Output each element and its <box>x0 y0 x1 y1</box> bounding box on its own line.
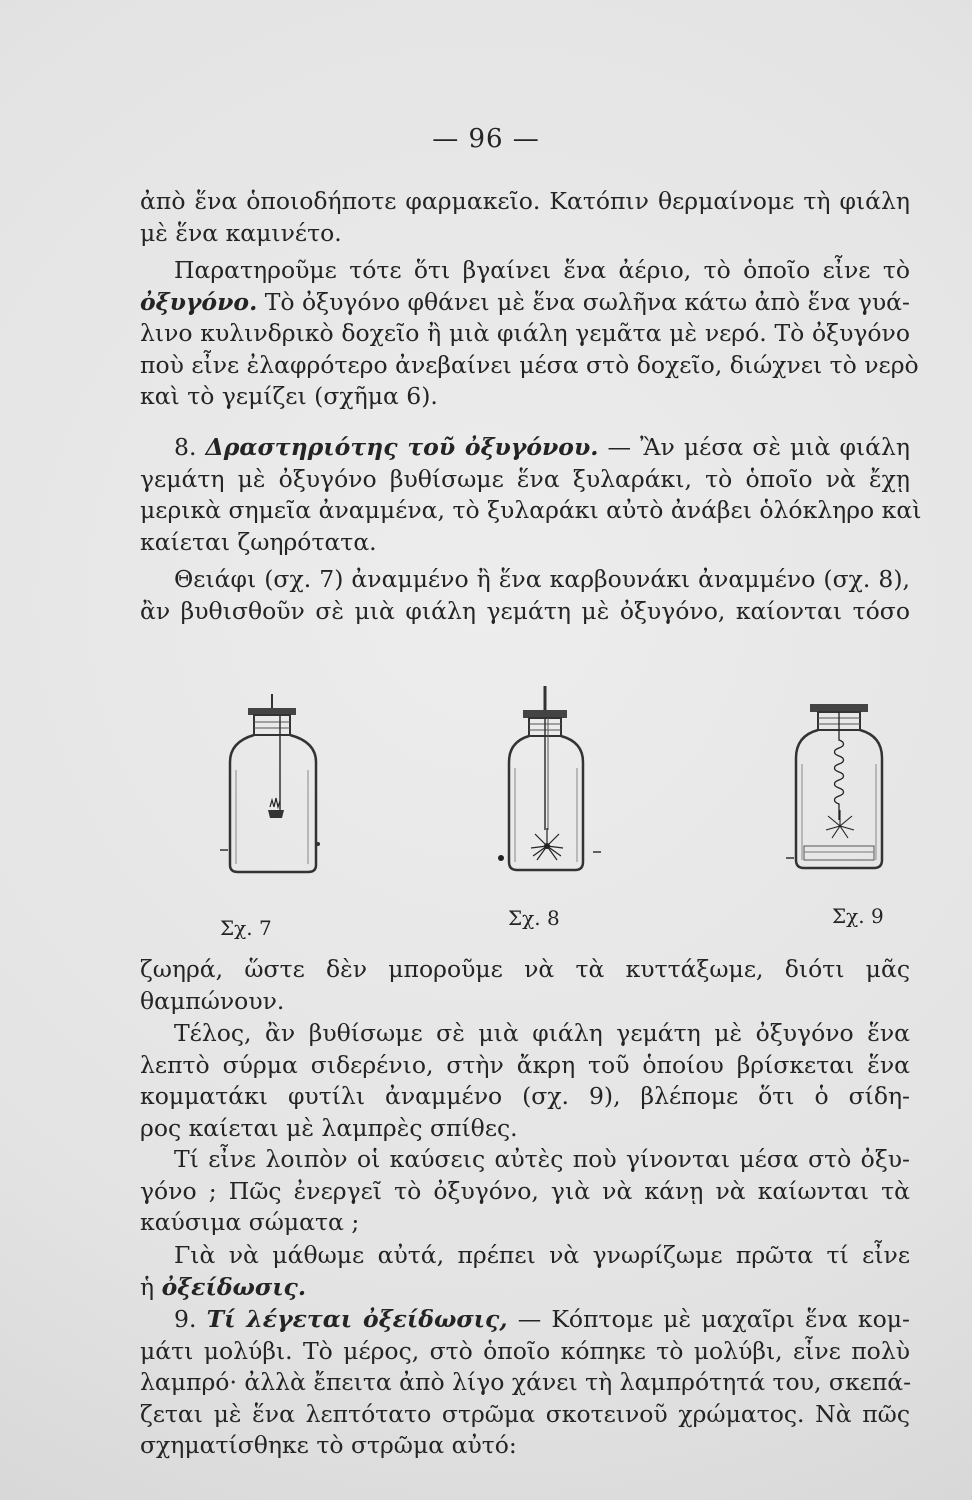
text-line: γεμάτη μὲ ὀξυγόνο βυθίσωμε ἕνα ξυλαράκι, τὸ ὁποῖο νὰ ἔχῃ <box>140 464 910 493</box>
term-oxygen: ὀξυγόνο. <box>140 287 258 316</box>
figure-8 <box>475 680 655 940</box>
text-line <box>140 287 910 319</box>
bottle-charcoal-illustration <box>475 680 655 910</box>
paragraph-top <box>140 186 910 249</box>
section-8 <box>140 432 922 558</box>
text-line: καίεται ζωηρότατα. <box>140 527 377 556</box>
section-heading-line <box>140 432 910 464</box>
paragraph-sulfur <box>140 564 910 627</box>
text-line: ζωηρά, ὥστε δὲν μποροῦμε νὰ τὰ κυττάξωμε, διότι μᾶς <box>140 955 910 983</box>
figure-caption: Σχ. 8 <box>508 906 560 930</box>
text-line: ρος καίεται μὲ λαμπρὲς σπίθες. <box>140 1113 518 1142</box>
text-line: ποὺ εἶνε ἐλαφρότερο ἀνεβαίνει μέσα στὸ δοχεῖο, διώχνει τὸ νερὸ <box>140 350 919 379</box>
paragraph-bright <box>140 954 910 1017</box>
figure-caption: Σχ. 7 <box>220 916 272 940</box>
text-line: καὶ τὸ γεμίζει (σχῆμα 6). <box>140 382 438 410</box>
text-line: λαμπρό· ἀλλὰ ἔπειτα ἀπὸ λίγο χάνει τὴ λαμπρότητά του, σκεπά- <box>140 1368 912 1396</box>
text-line: μερικὰ σημεῖα ἀναμμένα, τὸ ξυλαράκι αὐτὸ ἀνάβει ὁλόκληρο καὶ <box>140 496 922 524</box>
text-line: ἂν βυθισθοῦν σὲ μιὰ φιάλη γεμάτη μὲ ὀξυγόνο, καίονται τόσο <box>140 596 910 625</box>
section-title: Δραστηριότης τοῦ ὀξυγόνου. <box>205 433 599 461</box>
text-line: θαμπώνουν. <box>140 986 285 1015</box>
section-9 <box>140 1304 910 1462</box>
text-fragment: — Ἂν μέσα σὲ μιὰ φιάλη <box>607 433 910 461</box>
text-line: μὲ ἕνα καμινέτο. <box>140 218 342 247</box>
text-fragment: — Κόπτομε μὲ μαχαῖρι ἕνα κομ- <box>507 1305 910 1333</box>
paragraph-iron <box>140 1018 910 1144</box>
text-line: γόνο ; Πῶς ἐνεργεῖ τὸ ὀξυγόνο, γιὰ νὰ κάνῃ νὰ καίωνται τὰ <box>140 1176 910 1205</box>
text-line: Τέλος, ἂν βυθίσωμε σὲ μιὰ φιάλη γεμάτη μὲ ὀξυγόνο ἕνα <box>174 1019 910 1047</box>
text-line: μάτι μολύβι. Τὸ μέρος, στὸ ὁποῖο κόπηκε τὸ μολύβι, εἶνε πολὺ <box>140 1336 910 1365</box>
section-heading-line <box>140 1304 910 1336</box>
figure-caption: Σχ. 9 <box>832 904 884 928</box>
paragraph-question <box>140 1144 910 1239</box>
text-line: λεπτὸ σύρμα σιδερένιο, στὴν ἄκρη τοῦ ὁποίου βρίσκεται ἕνα <box>140 1050 910 1079</box>
bottle-iron-wire-illustration <box>760 680 940 910</box>
text-line: καύσιμα σώματα ; <box>140 1208 360 1236</box>
text-fragment: Τὸ ὀξυγόνο φθάνει μὲ ἕνα σωλῆνα κάτω ἀπὸ ἕνα γυά- <box>257 287 910 316</box>
text-line: ζεται μὲ ἕνα λεπτότατο στρῶμα σκοτεινοῦ χρώματος. Νὰ πῶς <box>140 1399 910 1428</box>
paragraph-oxygen <box>140 255 919 413</box>
text-line: Παρατηροῦμε τότε ὅτι βγαίνει ἕνα ἀέριο, τὸ ὁποῖο εἶνε τὸ <box>174 256 910 284</box>
term-oxidation: ὀξείδωσις. <box>161 1272 307 1301</box>
figures-row <box>170 680 910 950</box>
text-line: λινο κυλινδρικὸ δοχεῖο ἢ μιὰ φιάλη γεμᾶτα μὲ νερό. Τὸ ὀξυγόνο <box>140 319 910 347</box>
text-line <box>140 1272 910 1304</box>
text-line: σχηματίσθηκε τὸ στρῶμα αὐτό: <box>140 1431 517 1459</box>
text-line: Τί εἶνε λοιπὸν οἱ καύσεις αὐτὲς ποὺ γίνονται μέσα στὸ ὀξυ- <box>174 1145 910 1173</box>
text-line: ἀπὸ ἕνα ὁποιοδήποτε φαρμακεῖο. Κατόπιν θερμαίνομε τὴ φιάλη <box>140 187 910 215</box>
paragraph-learn <box>140 1240 910 1303</box>
section-number: 9. <box>174 1305 197 1333</box>
text-line: Γιὰ νὰ μάθωμε αὐτά, πρέπει νὰ γνωρίζωμε πρῶτα τί εἶνε <box>174 1241 910 1269</box>
figure-7 <box>190 680 370 940</box>
section-title: Τί λέγεται ὀξείδωσις, <box>206 1305 508 1333</box>
text-line: Θειάφι (σχ. 7) ἀναμμένο ἢ ἕνα καρβουνάκι ἀναμμένο (σχ. 8), <box>174 565 910 593</box>
section-number: 8. <box>174 433 197 461</box>
figure-9 <box>760 680 940 940</box>
page-number: — 96 — <box>432 124 540 154</box>
text-line: κομματάκι φυτίλι ἀναμμένο (σχ. 9), βλέπομε ὅτι ὁ σίδη- <box>140 1082 910 1110</box>
bottle-sulfur-illustration <box>190 680 370 910</box>
text-fragment: ἡ <box>140 1272 162 1301</box>
